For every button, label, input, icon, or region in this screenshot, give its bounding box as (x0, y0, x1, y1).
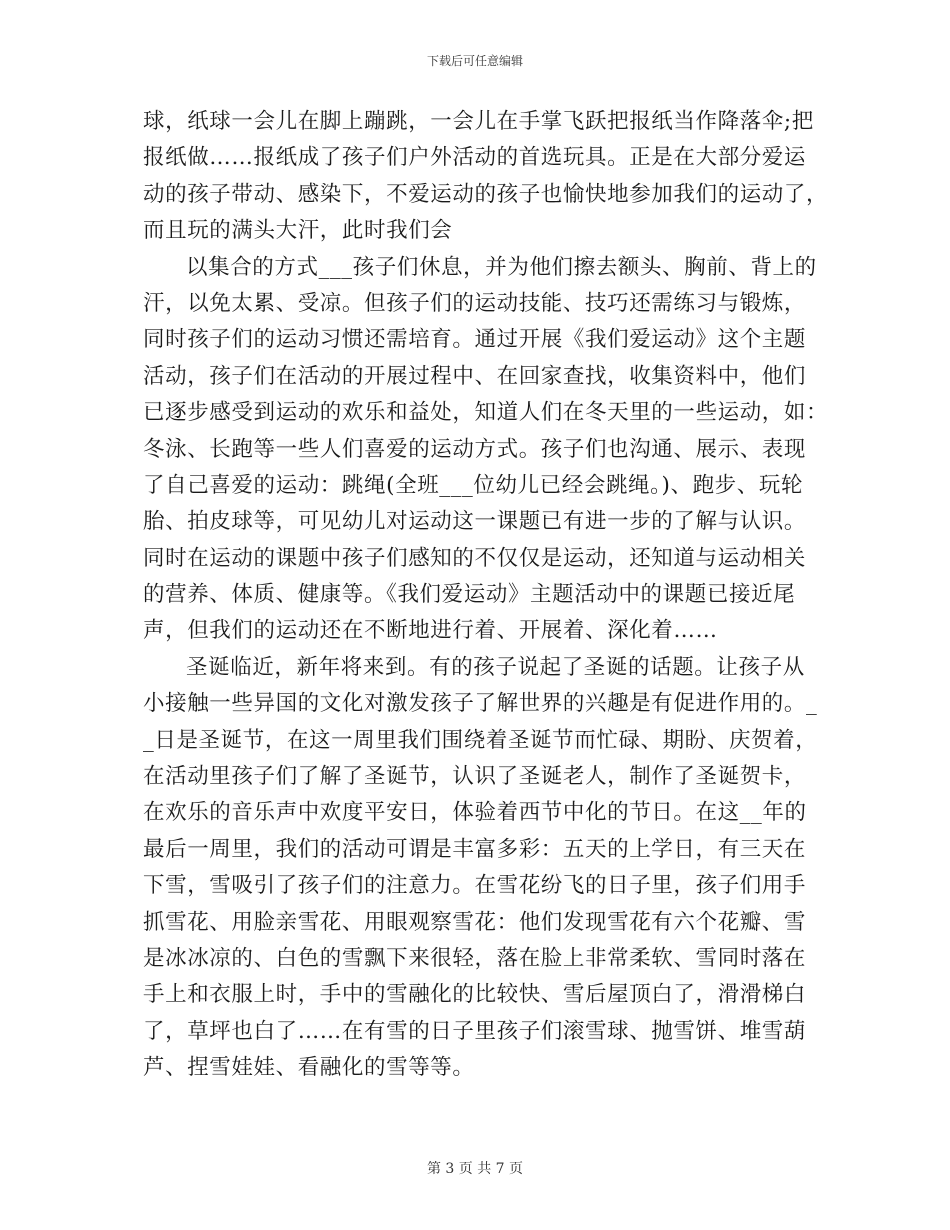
text-line: 在活动里孩子们了解了圣诞节，认识了圣诞老人，制作了圣诞贺卡， (143, 764, 807, 790)
text-line: 同时在运动的课题中孩子们感知的不仅仅是运动，还知道与运动相关 (143, 545, 807, 571)
document-body (143, 104, 829, 1087)
text-line: 的营养、体质、健康等。《我们爱运动》主题活动中的课题已接近尾 (143, 582, 796, 608)
page-header: 下载后可任意编辑 (426, 54, 523, 68)
text-line: 胎、拍皮球等，可见幼儿对运动这一课题已有进一步的了解与认识。 (143, 509, 807, 535)
text-line: 同时孩子们的运动习惯还需培育。通过开展《我们爱运动》这个主题 (143, 327, 807, 353)
text-line: 动的孩子带动、感染下，不爱运动的孩子也愉快地参加我们的运动了， (143, 181, 829, 207)
text-line: 冬泳、长跑等一些人们喜爱的运动方式。孩子们也沟通、展示、表现 (143, 436, 807, 462)
text-line: 小接触一些异国的文化对激发孩子了解世界的兴趣是有促进作用的。_ (143, 691, 818, 717)
text-line: 活动，孩子们在活动的开展过程中、在回家查找，收集资料中，他们 (143, 363, 807, 389)
text-line: 声，但我们的运动还在不断地进行着、开展着、深化着…… (143, 618, 718, 644)
paragraph-3 (143, 650, 818, 1087)
paragraph-2 (143, 250, 829, 650)
text-line: 球，纸球一会儿在脚上蹦跳，一会儿在手掌飞跃把报纸当作降落伞;把 (143, 109, 814, 134)
page-number: 第 3 页 共 7 页 (426, 1161, 524, 1177)
text-line: 圣诞临近，新年将来到。有的孩子说起了圣诞的话题。让孩子从 (186, 654, 805, 680)
text-line: 而且玩的满头大汗，此时我们会 (143, 218, 453, 244)
paragraph-1 (143, 104, 829, 250)
text-line: 报纸做……报纸成了孩子们户外活动的首选玩具。正是在大部分爱运 (143, 145, 807, 171)
text-line: 手上和衣服上时，手中的雪融化的比较快、雪后屋顶白了，滑滑梯白 (143, 982, 807, 1008)
text-line: _日是圣诞节，在这一周里我们围绕着圣诞节而忙碌、期盼、庆贺着， (143, 727, 818, 753)
text-line: 已逐步感受到运动的欢乐和益处，知道人们在冬天里的一些运动，如： (143, 400, 829, 426)
text-line: 下雪，雪吸引了孩子们的注意力。在雪花纷飞的日子里，孩子们用手 (143, 873, 807, 899)
text-line: 芦、捏雪娃娃、看融化的雪等等。 (143, 1055, 475, 1081)
text-line: 抓雪花、用脸亲雪花、用眼观察雪花：他们发现雪花有六个花瓣、雪 (143, 909, 807, 935)
text-line: 是冰冰凉的、白色的雪飘下来很轻，落在脸上非常柔软、雪同时落在 (143, 945, 807, 971)
text-line: 了，草坪也白了……在有雪的日子里孩子们滚雪球、抛雪饼、堆雪葫 (143, 1018, 807, 1044)
text-line: 了自己喜爱的运动：跳绳(全班___位幼儿已经会跳绳。)、跑步、玩轮 (143, 472, 804, 498)
text-line: 最后一周里，我们的活动可谓是丰富多彩：五天的上学日，有三天在 (143, 836, 807, 862)
text-line: 汗，以免太累、受凉。但孩子们的运动技能、技巧还需练习与锻炼， (143, 290, 807, 316)
text-line: 在欢乐的音乐声中欢度平安日，体验着西节中化的节日。在这__年的 (143, 800, 807, 826)
text-line: 以集合的方式___孩子们休息，并为他们擦去额头、胸前、背上的 (186, 254, 817, 280)
